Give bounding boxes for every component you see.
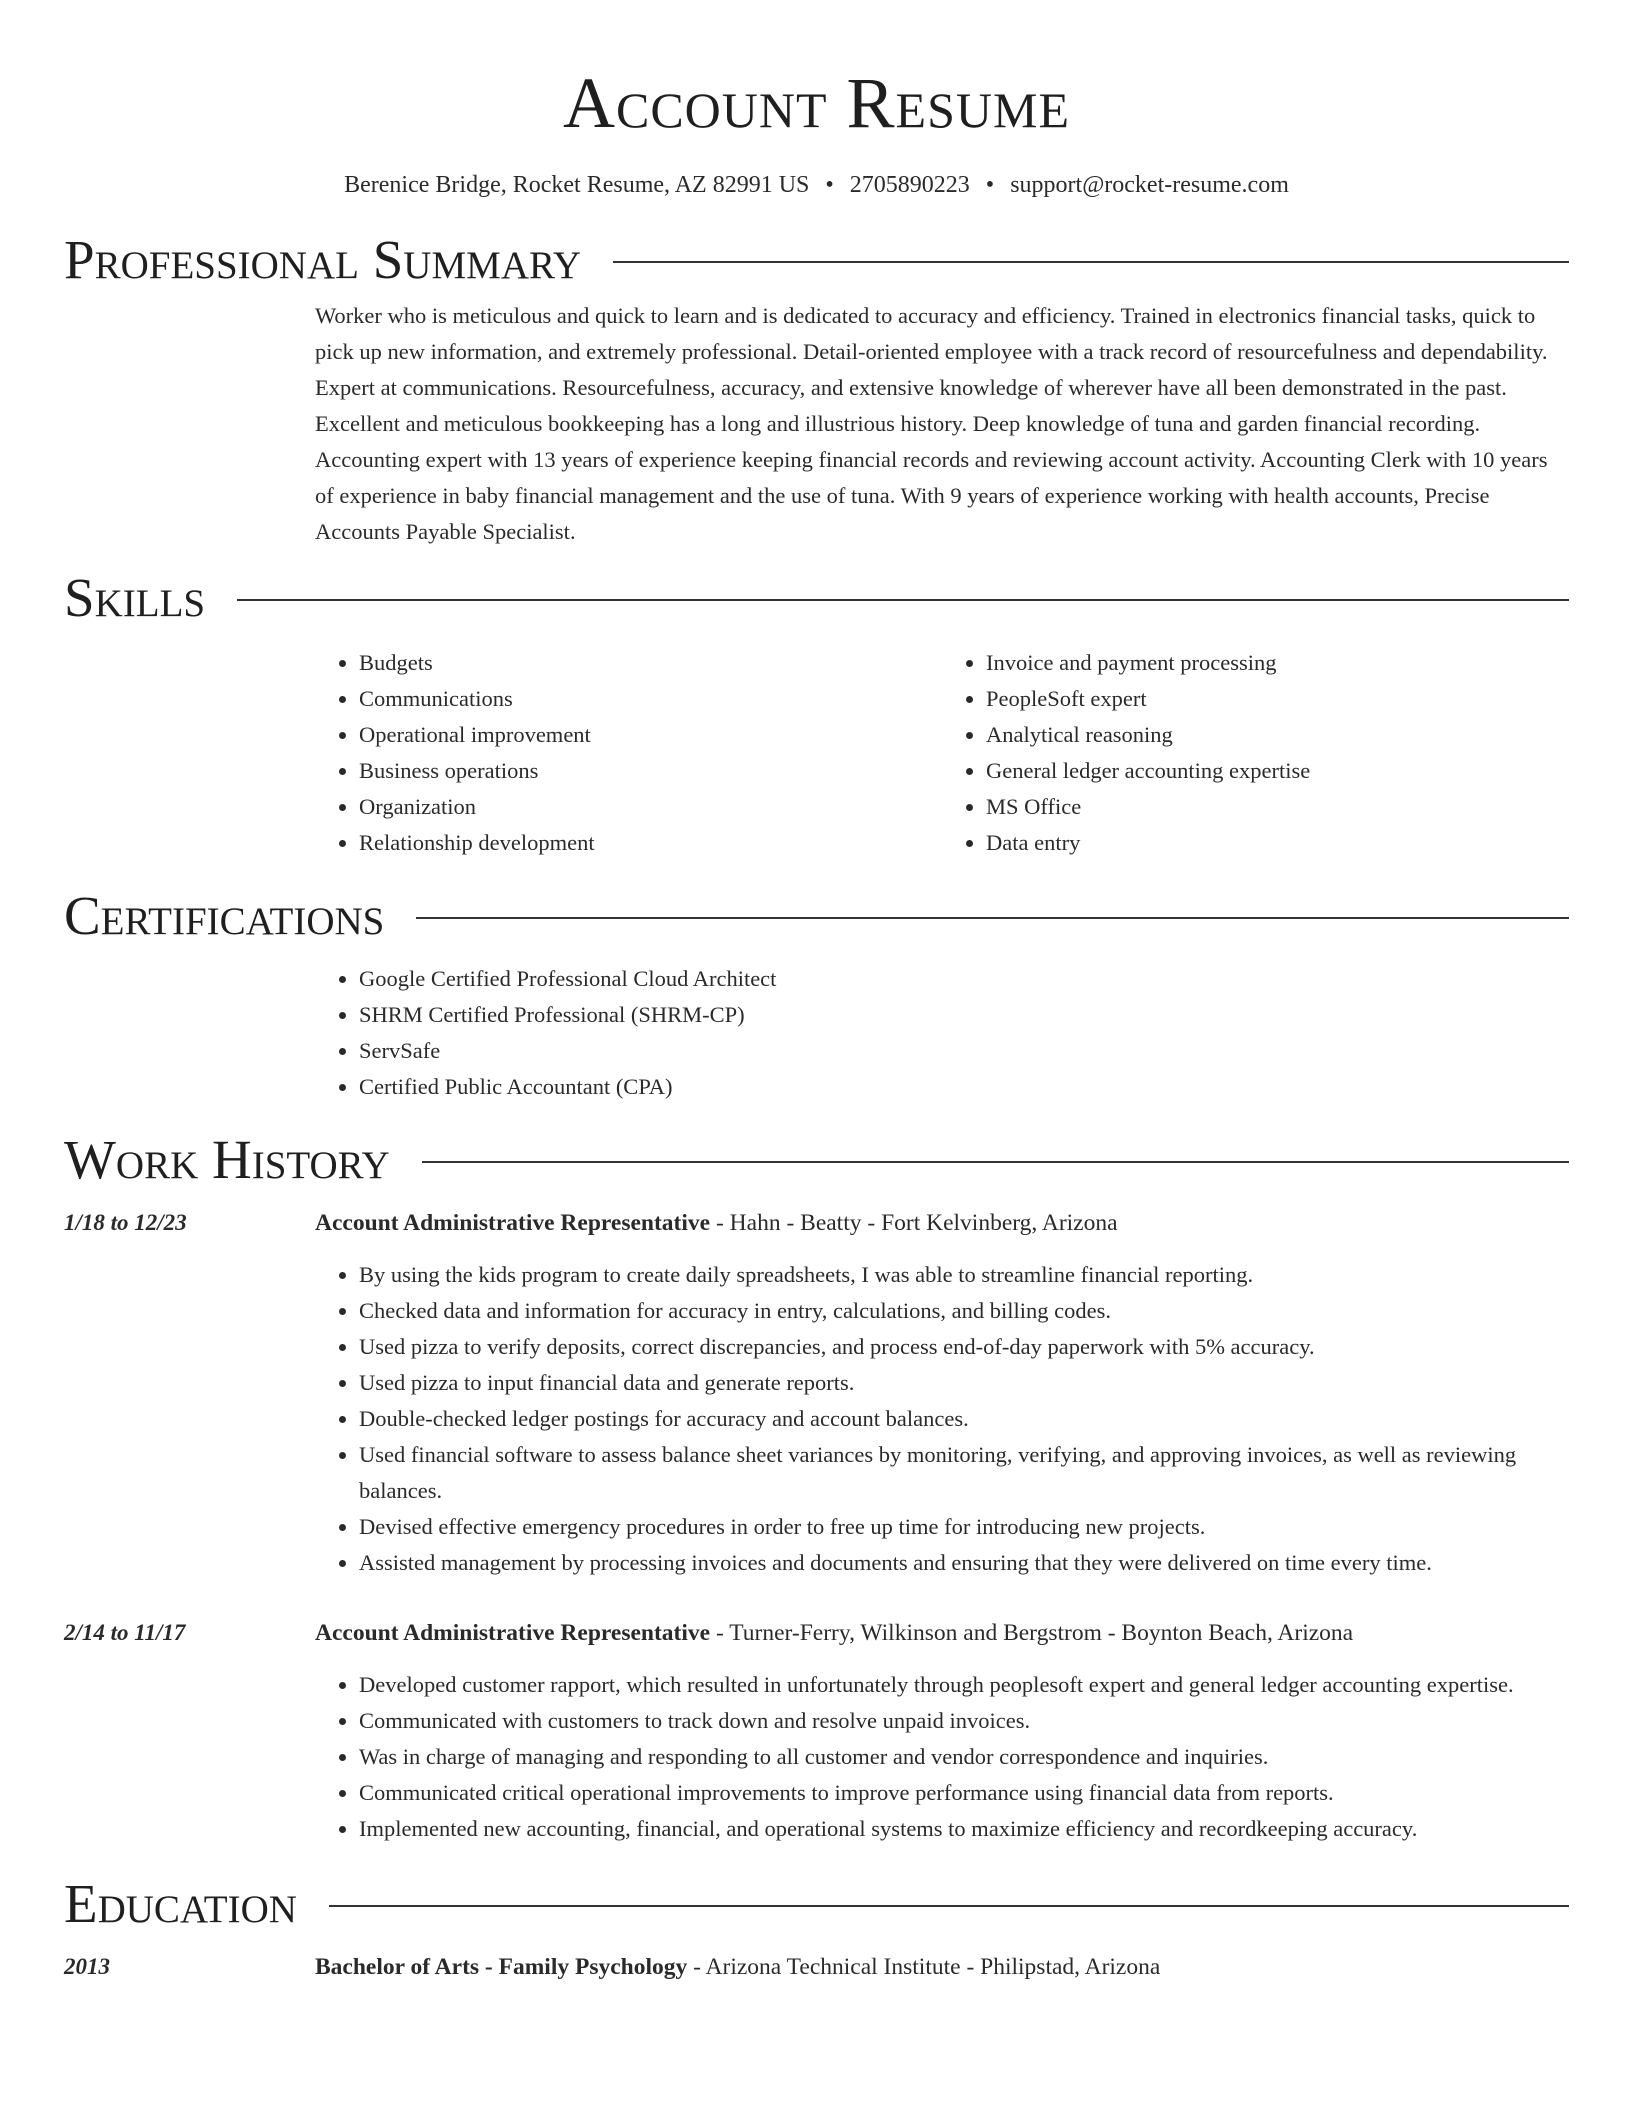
section-title: Education bbox=[64, 1873, 297, 1934]
certification-item: • Google Certified Professional Cloud Architect bbox=[359, 961, 1569, 997]
section-work-header bbox=[64, 1127, 1569, 1193]
resume-name: Account Resume bbox=[562, 63, 1071, 143]
contact-line bbox=[64, 170, 1569, 200]
job-bullets bbox=[315, 1667, 1569, 1847]
certification-item: • SHRM Certified Professional (SHRM-CP) bbox=[359, 997, 1569, 1033]
section-divider bbox=[237, 599, 1569, 601]
section-divider bbox=[329, 1905, 1569, 1907]
section-divider bbox=[613, 261, 1569, 263]
skill-item: • Relationship development bbox=[359, 825, 942, 861]
job-bullet: • Used financial software to assess balance sheet variances by monitoring, verifying, and approving invoices, as well as reviewing balances. bbox=[359, 1437, 1569, 1509]
job-bullet: • Used pizza to verify deposits, correct discrepancies, and process end-of-day paperwork with 5% accuracy. bbox=[359, 1329, 1569, 1365]
skills-list-left bbox=[315, 645, 942, 861]
section-title: Professional Summary bbox=[64, 229, 582, 290]
job-bullet: • Communicated critical operational improvements to improve performance using financial data from reports. bbox=[359, 1775, 1569, 1811]
job-bullet: • Checked data and information for accuracy in entry, calculations, and billing codes. bbox=[359, 1293, 1569, 1329]
skill-item: • Data entry bbox=[986, 825, 1569, 861]
education-year: 2013 bbox=[64, 1954, 110, 1979]
job-bullet: • Devised effective emergency procedures in order to free up time for introducing new projects. bbox=[359, 1509, 1569, 1545]
summary-text: Worker who is meticulous and quick to learn and is dedicated to accuracy and efficiency. Trained in electronics financial tasks, quick to pick up new information, and extremely professional. Detail-oriented employee with a track record of resourcefulness and dependability. Expert at communications. Resourcefulness, accuracy, and extensive knowledge of wherever have all been demonstrated in the past. Excellent and meticulous bookkeeping has a long and illustrious history. Deep knowledge of tuna and garden financial recording. Accounting expert with 13 years of experience keeping financial records and reviewing account activity. Accounting Clerk with 10 years of experience in baby financial management and the use of tuna. With 9 years of experience working with health accounts, Precise Accounts Payable Specialist. bbox=[315, 303, 1548, 544]
skill-item: • Communications bbox=[359, 681, 942, 717]
education-school: - Arizona Technical Institute - Philipstad, Arizona bbox=[687, 1954, 1161, 1980]
section-skills-header bbox=[64, 565, 1569, 631]
section-summary-header bbox=[64, 227, 1569, 293]
skill-item: • General ledger accounting expertise bbox=[986, 753, 1569, 789]
contact-email: support@rocket-resume.com bbox=[1010, 172, 1289, 198]
job-bullet: • Double-checked ledger postings for accuracy and account balances. bbox=[359, 1401, 1569, 1437]
job-company: - Turner-Ferry, Wilkinson and Bergstrom - Boynton Beach, Arizona bbox=[710, 1620, 1354, 1646]
job-bullet: • Developed customer rapport, which resulted in unfortunately through peoplesoft expert and general ledger accounting expertise. bbox=[359, 1667, 1569, 1703]
job-dates: 2/14 to 11/17 bbox=[64, 1620, 186, 1645]
education-section bbox=[64, 1949, 1569, 1985]
resume-page bbox=[64, 0, 1569, 1985]
section-title: Certifications bbox=[64, 885, 385, 946]
job-company: - Hahn - Beatty - Fort Kelvinberg, Arizona bbox=[710, 1210, 1118, 1236]
section-title: Skills bbox=[64, 567, 206, 628]
job-title: Account Administrative Representative bbox=[315, 1620, 711, 1646]
job-bullet: • Was in charge of managing and responding to all customer and vendor correspondence and inquiries. bbox=[359, 1739, 1569, 1775]
section-title: Work History bbox=[64, 1129, 390, 1190]
certifications-section bbox=[315, 961, 1569, 1105]
certifications-list bbox=[315, 961, 1569, 1105]
section-education-header bbox=[64, 1871, 1569, 1937]
contact-phone: 2705890223 bbox=[849, 172, 970, 198]
skill-item: • Operational improvement bbox=[359, 717, 942, 753]
job-entry bbox=[64, 1205, 1569, 1581]
work-section bbox=[64, 1205, 1569, 1847]
job-heading bbox=[315, 1615, 1569, 1651]
contact-separator: • bbox=[825, 172, 834, 198]
job-bullet: • Assisted management by processing invoices and documents and ensuring that they were delivered on time every time. bbox=[359, 1545, 1569, 1581]
section-divider bbox=[422, 1161, 1569, 1163]
skills-list-right bbox=[942, 645, 1569, 861]
summary-section bbox=[315, 298, 1569, 550]
job-entry bbox=[64, 1615, 1569, 1847]
job-bullet: • Used pizza to input financial data and generate reports. bbox=[359, 1365, 1569, 1401]
skill-item: • PeopleSoft expert bbox=[986, 681, 1569, 717]
section-certifications-header bbox=[64, 883, 1569, 949]
job-heading bbox=[315, 1205, 1569, 1241]
contact-separator: • bbox=[985, 172, 995, 198]
education-entry bbox=[64, 1949, 1569, 1985]
job-bullet: • By using the kids program to create daily spreadsheets, I was able to streamline financial reporting. bbox=[359, 1257, 1569, 1293]
education-heading bbox=[315, 1949, 1569, 1985]
job-dates: 1/18 to 12/23 bbox=[64, 1210, 187, 1235]
job-details bbox=[315, 1615, 1569, 1847]
education-degree: Bachelor of Arts - Family Psychology bbox=[315, 1954, 688, 1980]
job-title: Account Administrative Representative bbox=[315, 1210, 711, 1236]
job-bullet: • Communicated with customers to track down and resolve unpaid invoices. bbox=[359, 1703, 1569, 1739]
contact-address: Berenice Bridge, Rocket Resume, AZ 82991 US bbox=[344, 172, 810, 198]
job-details bbox=[315, 1205, 1569, 1581]
section-divider bbox=[416, 917, 1569, 919]
job-bullet: • Implemented new accounting, financial, and operational systems to maximize efficiency and recordkeeping accuracy. bbox=[359, 1811, 1569, 1847]
skill-item: • Business operations bbox=[359, 753, 942, 789]
job-bullets bbox=[315, 1257, 1569, 1581]
education-details bbox=[315, 1949, 1569, 1985]
skill-item: • Budgets bbox=[359, 645, 942, 681]
skill-item: • MS Office bbox=[986, 789, 1569, 825]
skill-item: • Organization bbox=[359, 789, 942, 825]
certification-item: • ServSafe bbox=[359, 1033, 1569, 1069]
skill-item: • Invoice and payment processing bbox=[986, 645, 1569, 681]
certification-item: • Certified Public Accountant (CPA) bbox=[359, 1069, 1569, 1105]
skill-item: • Analytical reasoning bbox=[986, 717, 1569, 753]
skills-section bbox=[315, 645, 1569, 861]
